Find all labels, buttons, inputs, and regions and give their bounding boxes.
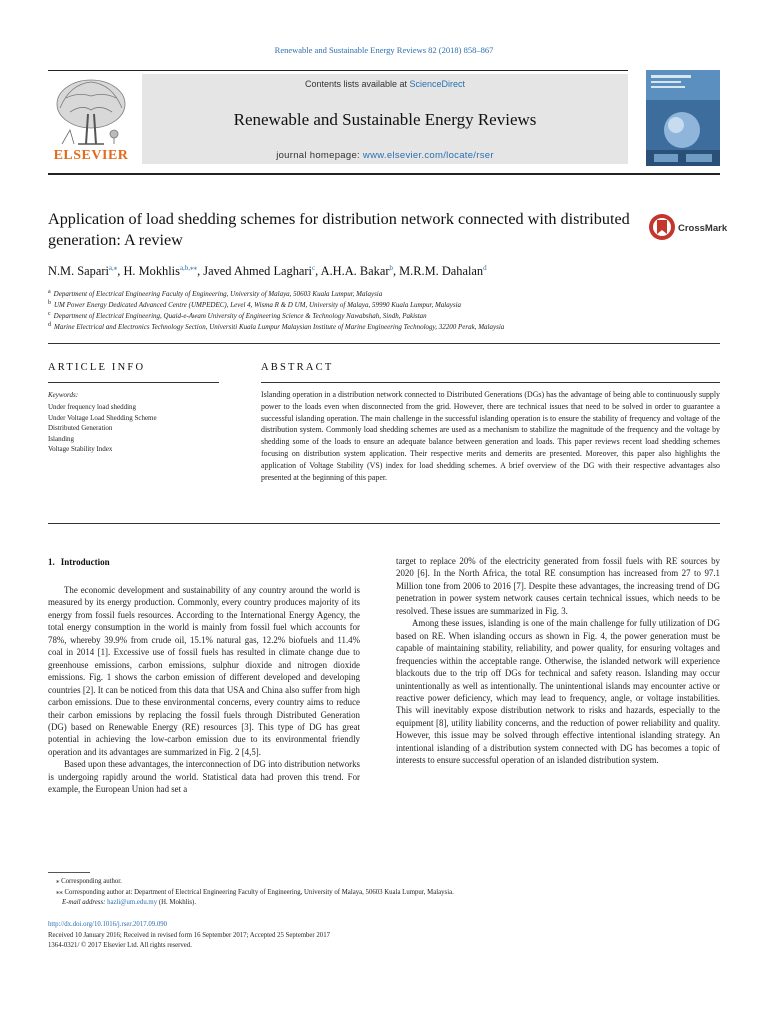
article-title: Application of load shedding schemes for distribution network connected with distributed generation: A review (48, 210, 630, 249)
affiliation-mark: d (48, 322, 51, 328)
publication-info (48, 920, 720, 952)
footnotes (48, 877, 720, 909)
intro-heading (48, 557, 116, 567)
affiliation (48, 322, 728, 331)
doi-link[interactable]: http://dx.doi.org/10.1016/j.rser.2017.09.090 (48, 921, 168, 928)
affiliation-mark: b (48, 300, 51, 306)
body-column-left (48, 584, 360, 796)
keyword: Distributed Generation (48, 424, 113, 432)
homepage-link[interactable]: www.elsevier.com/locate/rser (362, 150, 494, 161)
email-link[interactable]: hazli@um.edu.my (107, 899, 158, 907)
sciencedirect-link[interactable]: ScienceDirect (409, 79, 466, 89)
paragraph: Based upon these advantages, the interconnection of DG into distribution networks is undergoing rapidly around the world. Statistical data had proven this trend. For example, the European Union had set a (48, 759, 360, 795)
keywords-label: Keywords: (48, 391, 79, 399)
author-affil-mark[interactable]: a,⁎ (108, 264, 118, 272)
author-affil-mark[interactable]: d (483, 264, 487, 272)
author-affil-mark[interactable]: b (389, 264, 393, 272)
contents-prefix: Contents lists available at (304, 79, 410, 89)
affiliation (48, 311, 728, 320)
keyword: Under frequency load shedding (48, 403, 137, 411)
affiliation-mark: c (48, 311, 51, 317)
received-dates: Received 10 January 2016; Received in revised form 16 September 2017; Accepted 25 September 2017 (48, 931, 330, 939)
author-name[interactable]: Javed Ahmed Laghari (203, 264, 312, 278)
section-number: 1. (48, 557, 55, 567)
journal-homepage (142, 150, 628, 161)
copyright: 1364-0321/ © 2017 Elsevier Ltd. All rights reserved. (48, 942, 192, 950)
affiliation-text: Department of Electrical Engineering Faculty of Engineering, University of Malaya, 50603 Kuala Lumpur, Malaysia (53, 290, 383, 298)
abstract-rule (261, 382, 720, 383)
author-name[interactable]: H. Mokhlis (123, 264, 180, 278)
elsevier-wordmark: ELSEVIER (53, 148, 129, 163)
section-title: Introduction (60, 557, 110, 567)
affiliation (48, 289, 728, 298)
author-affil-mark[interactable]: c (312, 264, 316, 272)
affiliation-text: Marine Electrical and Electronics Technology Section, Universiti Kuala Lumpur Malaysian Institute of Marine Engineering Technology, 32200 Perak, Malaysia (54, 323, 505, 331)
keyword: Voltage Stability Index (48, 445, 113, 453)
affiliation-mark: a (48, 289, 51, 295)
email-suffix: (H. Mokhlis). (157, 899, 197, 907)
journal-citation[interactable]: Renewable and Sustainable Energy Reviews 82 (2018) 858–867 (274, 45, 494, 55)
affiliation-text: UM Power Energy Dedicated Advanced Centre (UMPEDEC), Level 4, Wisma R & D UM, University of Malaya, 59990 Kuala Lumpur, Malaysia (54, 301, 462, 309)
journal-cover-image (646, 70, 720, 166)
author-list: N.M. Sapari$^{a,⁎}$, H. Mokhlis$^{a,b,⁎⁎}$, Javed Ahmed Laghari$^c$, A.H.A. Bakar$^b$, M.R.M. Dahalan$^d$ (48, 264, 487, 278)
title-block-divider (48, 343, 720, 344)
keyword: Islanding (48, 434, 75, 443)
footnote-email (48, 898, 720, 909)
author-affil-mark[interactable]: a,b,⁎⁎ (179, 264, 198, 272)
author-name[interactable]: A.H.A. Bakar (320, 264, 390, 278)
abstract-text: Islanding operation in a distribution network connected to Distributed Generations (DGs) has the advantage of being able to continuously supply power to the loads even when disconnected from the grid. However, there are technical issues that need to be solved in order to guarantee a successful islanding operation. The main challenge in the successful islanding operation is to ensure the stability of frequency and voltage of the distribution system. Commonly load shedding schemes are used as a mechanism to stabilize the magnitude of the frequency and the voltage by shedding some of the loads to ensure an adequate balance between generation and loads. This paper reviews recent load shedding schemes focusing on distribution system application. Their respective merits and demerits are presented. Moreover, this paper also highlights the application of Voltage Stability (VS) index for load shedding schemes. A brief overview of the DG with their respective advantages also presented at the beginning of this paper. (261, 390, 720, 482)
contents-available (142, 79, 628, 89)
header-rule-bottom (48, 173, 720, 175)
paragraph: The economic development and sustainability of any country around the world is measured by its energy production. Commonly, every country produces majority of its energy from fossil fuels resources. According to the International Energy Agency, the total energy consumption in the world is mainly from fossil fuel which accounts for 78%, whereby 39.9% from crude oil, 15.1% natural gas, 12.2% biofuels and 11.4% coal in 2014 [1]. Excessive use of fossil fuels has resulted in climate change due to greenhouse emissions, carbon emissions, sulphur dioxide and nitrogen dioxide emissions. Fig. 1 shows the carbon emission of different developed and developing countries [2]. It can be noticed from this data that USA and China also suffer from high carbon emissions. Due to these environmental concerns, every country aims to reduce their carbon emissions by replacing the fossil fuels through Distributed Generation (DG) based on Renewable Energy (RE) resources [3]. This type of DG has great potential in achieving the low-carbon emission due to its environmental friendly operation and its advantages are summarized in Fig. 2 [4,5]. (48, 585, 360, 757)
author-name[interactable]: M.R.M. Dahalan (399, 264, 484, 278)
journal-title: Renewable and Sustainable Energy Reviews (233, 110, 537, 129)
email-label: E-mail address: (62, 899, 108, 907)
affiliation (48, 300, 728, 309)
keyword: Under Voltage Load Shedding Scheme (48, 413, 157, 422)
keywords-list (48, 402, 157, 455)
footnote-rule (48, 872, 90, 873)
footnote-corresponding: ⁎ Corresponding author. (56, 878, 122, 885)
body-column-right (396, 555, 720, 767)
article-info-heading: ARTICLE INFO (48, 362, 146, 373)
affiliation-text: Department of Electrical Engineering, Quaid-e-Awam University of Engineering Science & Technology Nawabshah, Sindh, Pakistan (53, 312, 427, 320)
author-name[interactable]: N.M. Sapari (48, 264, 109, 278)
paragraph: Among these issues, islanding is one of the main challenge for fully utilization of DG based on RE. When islanding occurs as shown in Fig. 4, the power generation must be capable of maintaining stability, reliability, and power quality, for ensuring voltages and frequencies within the acceptable range. Otherwise, the islanded network will experience blackouts due to the trip off DGs for technical and safety reason. Islanding may occur unintentionally as well as intentionally. The unintentional islands may encounter active or reactive power deficiency, which may lead to frequency, angle, or voltage instabilities. This will inevitably expose distribution network to risks and hazards, especially to the equipment [8], utility liability concerns, and the reduction of power reliability and quality. However, this issue may be solved through effective intentional islanding strategy. An intentional islanding of a distribution system connected with DG has becomes a topic of interests to ensure successful operation of an islanded distribution system. (396, 618, 720, 766)
abstract-divider (48, 523, 720, 524)
abstract-heading: ABSTRACT (261, 362, 334, 373)
paragraph: target to replace 20% of the electricity generated from fossil fuels with RE sources by 2020 [6]. In the North Africa, the total RE consumption has increased from 27 to 97.1 Million tone from 2006 to 2016 [7]. Despite these advantages, the increasing trend of DG penetration in power system network causes certain technical issues, which needs to be resolved. These issues are summarized in Fig. 3. (396, 556, 720, 616)
homepage-prefix: journal homepage: (276, 150, 363, 161)
article-info-rule (48, 382, 219, 383)
header-rule-top (48, 70, 628, 71)
footnote-corresponding-address: ⁎⁎ Corresponding author at: Department of Electrical Engineering Faculty of Engineering, University of Malaya, 50603 Kuala Lumpur, Malaysia. (56, 888, 454, 896)
crossmark-label[interactable]: CrossMark (678, 223, 728, 234)
